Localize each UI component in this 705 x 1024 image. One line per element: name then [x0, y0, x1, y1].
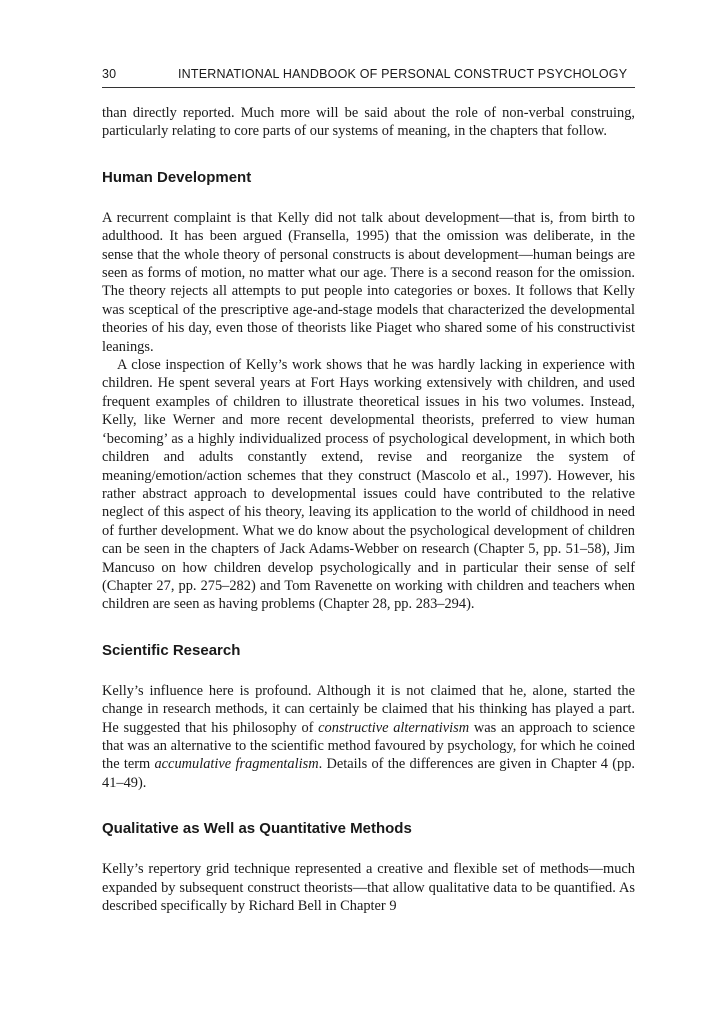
- page-number: 30: [102, 67, 117, 81]
- page-body: [102, 104, 635, 915]
- qualitative-paragraph: Kelly’s repertory grid technique represented a creative and flexible set of methods—much expanded by subsequent construct theorists—that allow qualitative data to be quantified. As described specifically by Richard Bell in Chapter 9: [102, 861, 635, 914]
- section-heading-qualitative-methods: Qualitative as Well as Quantitative Methods: [102, 820, 412, 838]
- term-accumulative-fragmentalism: accumulative fragmentalism: [154, 756, 319, 773]
- section-heading-scientific-research: Scientific Research: [102, 641, 241, 659]
- term-constructive-alternativism: constructive alternativism: [318, 719, 470, 736]
- scientific-research-text-a: Kelly’s influence here is profound. Although it is not claimed that he, alone, started the change in research methods, it can certainly be claimed that his thinking has played a part. He suggested that his philosophy of: [102, 682, 635, 736]
- scientific-research-text-c: . Details of the differences are given in Chapter 4 (pp. 41–49).: [102, 756, 635, 791]
- section-heading-human-development: Human Development: [102, 168, 252, 186]
- intro-paragraph: than directly reported. Much more will be said about the role of non-verbal construing, particularly relating to core parts of our systems of meaning, in the chapters that follow.: [102, 105, 635, 140]
- scientific-research-text-b: was an approach to science that was an alternative to the scientific method favoured by psychology, for which he coined the term: [102, 719, 635, 773]
- human-development-paragraph-1: A recurrent complaint is that Kelly did not talk about development—that is, from birth to adulthood. It has been argued (Fransella, 1995) that the omission was deliberate, in the sense that the whole theory of personal constructs is about development—human beings are seen as forms of motion, no matter what our age. There is a second reason for the omission. The theory rejects all attempts to put people into categories or boxes. It follows that Kelly was sceptical of the prescriptive age-and-stage models that characterized the developmental theories of his day, even those of theorists like Piaget who shared some of his constructivist leanings.: [102, 209, 635, 355]
- running-header: [102, 67, 635, 88]
- running-title: INTERNATIONAL HANDBOOK OF PERSONAL CONSTRUCT PSYCHOLOGY: [178, 67, 628, 81]
- scientific-research-paragraph: [102, 682, 635, 792]
- human-development-paragraph-2: A close inspection of Kelly’s work shows that he was hardly lacking in experience with children. He spent several years at Fort Hays working extensively with children, and used frequent examples of children to illustrate theoretical issues in his two volumes. Instead, Kelly, like Werner and more recent developmental theorists, preferred to view human ‘becoming’ as a highly individualized process of psychological development, in which both children and adults constantly extend, revise and reorganize the system of meaning/emotion/action schemes that they construct (Mascolo et al., 1997). However, his rather abstract approach to developmental issues could have contributed to the relative neglect of this aspect of his theory, leaving its application to the world of childhood in need of further development. What we do know about the psychological development of children can be seen in the chapters of Jack Adams-Webber on research (Chapter 5, pp. 51–58), Jim Mancuso on how children develop psychologically and in particular their sense of self (Chapter 27, pp. 275–282) and Tom Ravenette on working with children and teachers when children are seen as having problems (Chapter 28, pp. 283–294).: [102, 357, 635, 613]
